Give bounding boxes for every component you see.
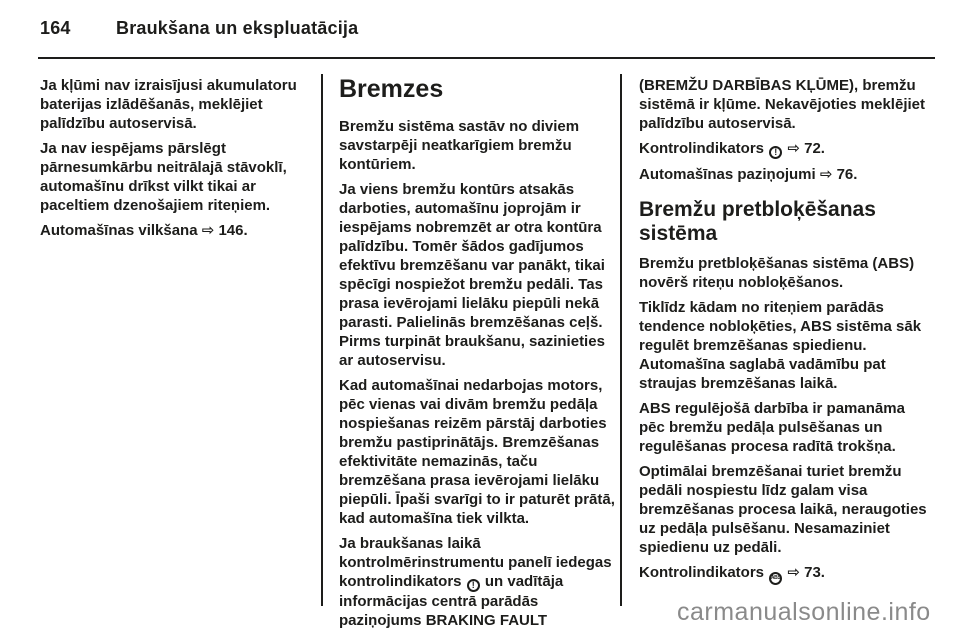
message-translation: (BREMŽU DARBĪBAS KĻŪME), <box>639 77 859 94</box>
header-rule <box>38 57 935 59</box>
reference-label: Kontrolindikators <box>639 564 765 581</box>
fault-instruction: bremžu sistēmā ir kļūme. Nekavējoties meklējiet palīdzību autoservisā. <box>639 77 925 132</box>
reference-vehicle-towing: Automašīnas vilkšana ⇨ 146. <box>40 222 248 239</box>
paragraph-abs-intro: Bremžu pretbloķēšanas sistēma (ABS) novērš riteņu nobloķēšanos. <box>639 255 915 291</box>
section-heading-brakes: Bremzes <box>339 75 444 103</box>
reference-brake-indicator <box>639 139 932 159</box>
reference-abs-indicator <box>639 563 932 585</box>
paragraph-abs-pulsing: ABS regulējošā darbība ir pamanāma pēc bremžu pedāļa pulsēšanas un regulēšanas procesa radītā trokšņa. <box>639 400 905 455</box>
column-left <box>40 76 316 246</box>
page-number: 164 <box>40 18 71 38</box>
driver-info-message: BRAKING FAULT <box>425 612 548 629</box>
paragraph-circuit-failure: Ja viens bremžu kontūrs atsakās darboties, automašīnu joprojām ir iespējams nobremzēt ar otra kontūra palīdzību. Tomēr šādos gadījumos efektīvu bremzēšanu var panākt, tikai spēcīgi nospiežot bremžu pedāli. Tas prasa ievērojami lielāku piepūli nekā parasti. Palielinās bremzēšanas ceļš. Pirms turpināt braukšanu, sazinieties ar autoservisu. <box>339 181 605 369</box>
watermark: carmanualsonline.info <box>677 598 931 626</box>
brake-warning-icon: ! <box>467 579 480 592</box>
paragraph-abs-braking-advice: Optimālai bremzēšanai turiet bremžu pedāli nospiestu līdz galam visa bremzēšanas procesa laikā, neraugoties uz pedāļa pulsēšanu. Nesamaziniet spiedienu uz pedāli. <box>639 463 927 556</box>
reference-label: Kontrolindikators <box>639 140 765 157</box>
paragraph-braking-fault <box>639 76 932 133</box>
section-heading-abs: Bremžu pretbloķēšanas sistēma <box>639 198 876 245</box>
column-divider-left <box>321 74 323 606</box>
paragraph-abs-regulation: Tiklīdz kādam no riteņiem parādās tendence nobloķēties, ABS sistēma sāk regulēt bremzēšanas spiedienu. Automašīna saglabā vadāmību pat straujas bremzēšanas laikā. <box>639 299 922 392</box>
paragraph-neutral-towing: Ja nav iespējams pārslēgt pārnesumkārbu neitrālajā stāvoklī, automašīnu drīkst vilkt tikai ar paceltiem dzenošajiem riteņiem. <box>40 140 287 214</box>
warning-text-before: Ja braukšanas laikā kontrolmērinstrumentu panelī iedegas kontrolindikators <box>339 535 612 590</box>
reference-target: ⇨ 72. <box>787 140 825 157</box>
column-right <box>639 76 932 591</box>
reference-target: ⇨ 73. <box>787 564 825 581</box>
warning-text-after: un vadītāja informācijas centrā parādās paziņojums <box>339 573 564 629</box>
abs-indicator-icon: ABS <box>769 572 782 585</box>
paragraph-brake-servo: Kad automašīnai nedarbojas motors, pēc vienas vai divām bremžu pedāļa nospiešanas reizēm pārstāj darboties bremžu pastiprinātājs. Bremzēšanas efektivitāte nemazinās, taču bremzēšana prasa ievērojami lielāku piepūli. Īpaši svarīgi to ir paturēt prātā, kad automašīna tiek vilkta. <box>339 377 615 527</box>
column-divider-right <box>620 74 622 606</box>
column-middle <box>339 76 616 636</box>
paragraph-brake-warning <box>339 534 616 630</box>
reference-vehicle-messages: Automašīnas paziņojumi ⇨ 76. <box>639 166 858 183</box>
paragraph-battery-fault: Ja kļūmi nav izraisījusi akumulatoru baterijas izlādēšanās, meklējiet palīdzību autoservisā. <box>40 77 297 132</box>
paragraph-brake-circuits: Bremžu sistēma sastāv no diviem savstarpēji neatkarīgiem bremžu kontūriem. <box>339 118 580 173</box>
chapter-title: Braukšana un ekspluatācija <box>116 18 359 38</box>
brake-warning-icon: ! <box>769 146 782 159</box>
